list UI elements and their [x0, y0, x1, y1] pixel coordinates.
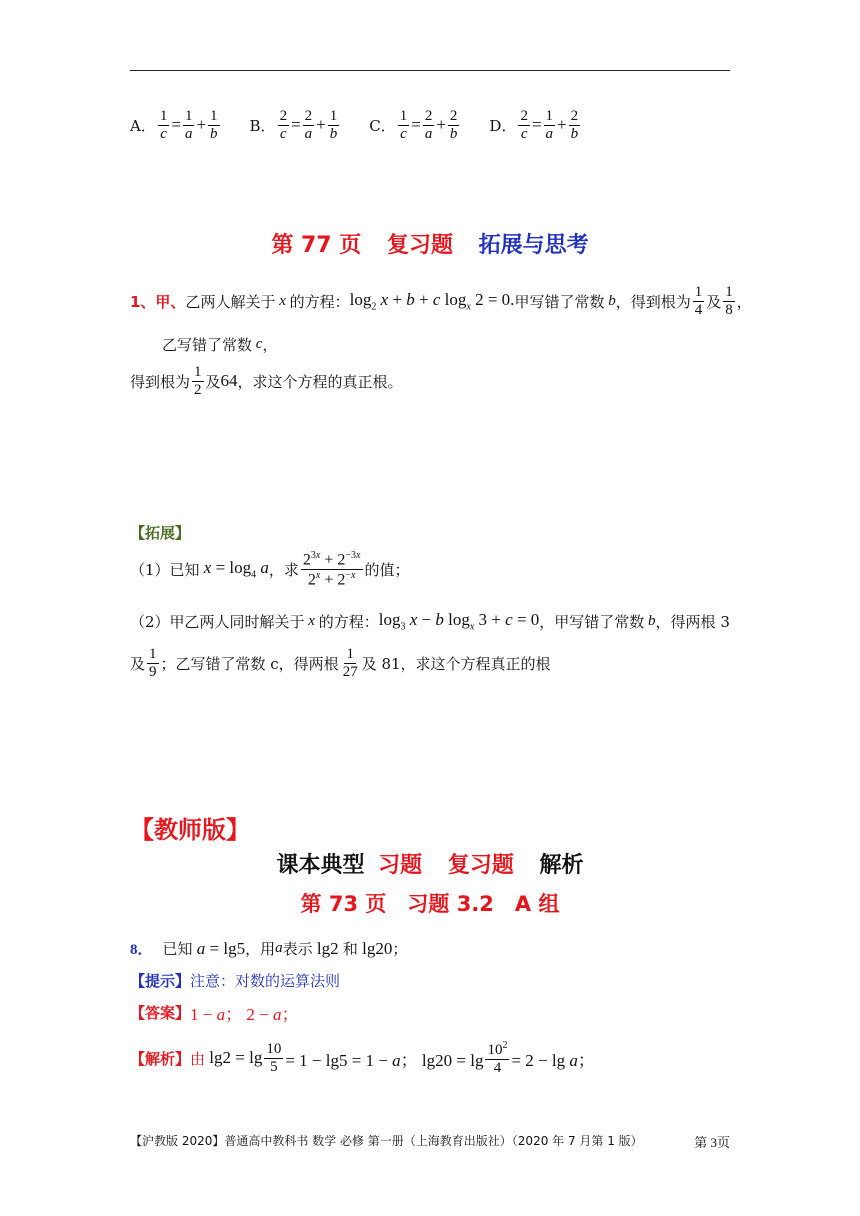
teacher-section-title: 第 73 页 习题 3.2 A 组	[300, 892, 560, 916]
problem-8: 8． 已知 a = lg5 ，用 a 表示 lg2 和 lg20 ；	[130, 938, 408, 958]
problem-1-line-3: 得到根为 $\frac{1}{2}$ 及 64 ，求这个方程的真正根。	[130, 364, 403, 398]
extension-heading: 【拓展】	[130, 524, 191, 542]
problem-1-line-1: 1、甲、 乙两人解关于 x 的方程： $\log_2 x + b + c$ $\log_x 2 = 0$. 甲写错了常数 b ，得到根为 $\frac{1}{4}$ 及 $\frac{1}{8}$ ，	[130, 284, 752, 318]
footer-page-number: 第 3页	[694, 1135, 730, 1150]
page-footer	[130, 1132, 730, 1151]
problem-8-analysis: 【解析】 由 lg2 = lg $\frac{10}{5}$ = 1 − lg5 = 1 − a； lg20 = lg $\frac{10^2}{4}$ = 2 − lg a；	[130, 1040, 595, 1076]
footer-book-info: 【沪教版 2020】普通高中教科书 数学 必修 第一册（上海教育出版社）（2020 年 7 月第 1 版）	[130, 1134, 643, 1148]
teacher-subtitle: 课本典型 习题 复习题 解析	[276, 853, 584, 878]
problem-1-line-2: 乙写错了常数 c ，	[162, 336, 278, 354]
extension-q2-line-1: （2）甲乙两人同时解关于 x 的方程： $\log_3 x - b$ $\log_x 3 + c = 0$ ，甲写错了常数 b ，得两根 3	[130, 610, 730, 633]
section-77-title: 第 77 页 复习题 拓展与思考	[271, 233, 589, 258]
extension-q2-line-2: 及 $\frac{1}{9}$ ；乙写错了常数 c，得两根 $\frac{1}{27}$ 及 81，求这个方程真正的根	[130, 646, 551, 680]
option-c: C． $\frac{1}{c}$ = $\frac{2}{a}$ + $\frac{2}{b}$	[369, 108, 458, 142]
option-a: A． $\frac{1}{c}$ = $\frac{1}{a}$ + $\frac{1}{b}$	[130, 108, 218, 142]
problem-8-hint: 【提示】 注意：对数的运算法则	[130, 972, 341, 990]
extension-q1: （1）已知 $x = \log_4 a$ ，求 $\frac{2^{3x} + 2^{-3x}}{2^x + 2^{-x}}$ 的值；	[130, 550, 410, 589]
answer-options	[130, 108, 610, 142]
header-rule	[130, 70, 730, 71]
option-b: B． $\frac{2}{c}$ = $\frac{2}{a}$ + $\frac{1}{b}$	[249, 108, 338, 142]
option-d: D． $\frac{2}{c}$ = $\frac{1}{a}$ + $\frac{2}{b}$	[489, 108, 579, 142]
problem-8-answer: 【答案】 1 − a； 2 − a；	[130, 1004, 299, 1024]
teacher-edition-heading: 【教师版】	[130, 816, 250, 844]
